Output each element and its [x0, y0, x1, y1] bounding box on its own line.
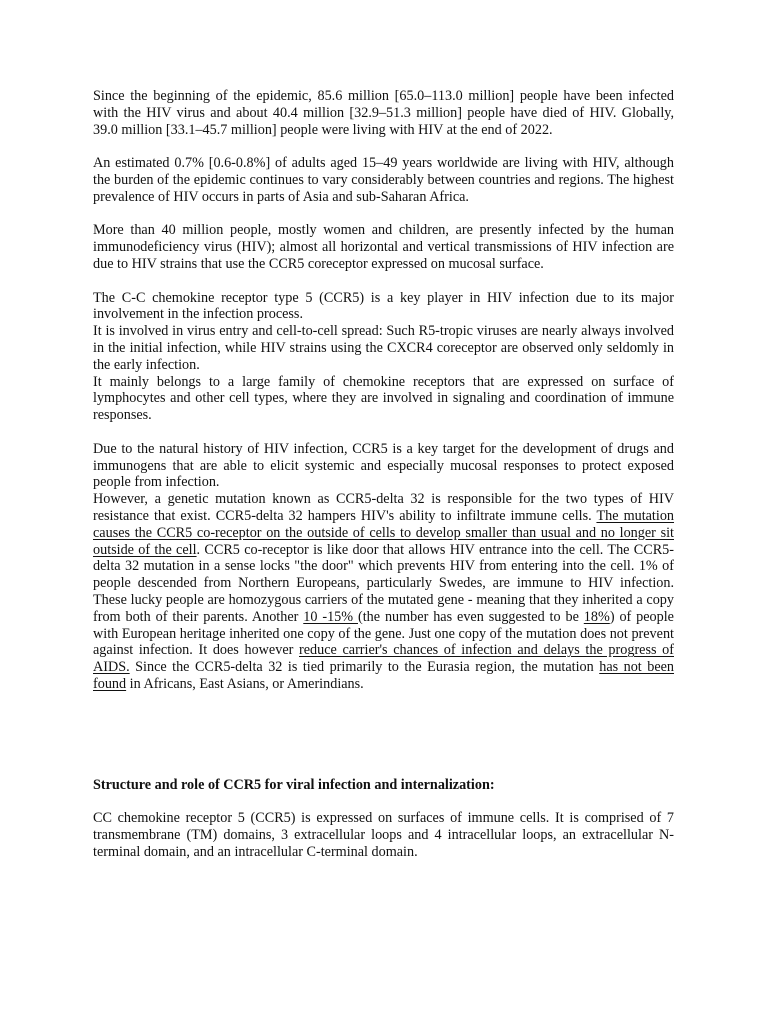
paragraph-delta32	[93, 491, 674, 693]
paragraph-ccr5-role: The C-C chemokine receptor type 5 (CCR5) is a key player in HIV infection due to its major involvement in the infection process.	[93, 289, 674, 323]
paragraph-ccr5-target: Due to the natural history of HIV infection, CCR5 is a key target for the development of drugs and immunogens that are able to elicit systemic and especially mucosal responses to protect exposed people from infection.	[93, 440, 674, 491]
delta32-underline-18: 18%	[583, 608, 610, 625]
paragraph-epidemic-stats: Since the beginning of the epidemic, 85.6 million [65.0–113.0 million] people have been infected with the HIV virus and about 40.4 million [32.9–51.3 million] people have died of HIV. Globally, 39.0 million [33.1–45.7 million] people were living with HIV at the end of 2022.	[93, 88, 674, 138]
delta32-underline-not-found: has not been found	[93, 659, 675, 692]
section-heading: Structure and role of CCR5 for viral infection and internalization:	[93, 776, 495, 793]
paragraph-ccr5-family: It mainly belongs to a large family of chemokine receptors that are expressed on surface of lymphocytes and other cell types, where they are involved in signaling and coordination of immune responses.	[93, 373, 674, 424]
paragraph-transmission: More than 40 million people, mostly women and children, are presently infected by the human immunodeficiency virus (HIV); almost all horizontal and vertical transmissions of HIV infection are due to HIV strains that use the CCR5 coreceptor expressed on mucosal surface.	[93, 222, 674, 272]
delta32-text-6: in Africans, East Asians, or Amerindians.	[126, 675, 364, 692]
delta32-text-1: However, a genetic mutation known as CCR5-delta 32 is responsible for the two types of HIV resistance that exist. CCR5-delta 32 hampers HIV's ability to infiltrate immune cells.	[93, 491, 674, 524]
delta32-underline-reduce: reduce carrier's chances of infection and delays the progress of AIDS.	[93, 642, 674, 676]
document-page	[93, 88, 674, 861]
delta32-text-4: ) of people with European heritage inherited one copy of the gene. Just one copy of the mutation does not prevent against infection. It does however	[93, 608, 674, 659]
delta32-underline-mutation: The mutation causes the CCR5 co-receptor on the outside of cells to develop smaller than usual and no longer sit outside of the cell	[93, 507, 675, 558]
paragraph-ccr5-entry: It is involved in virus entry and cell-to-cell spread: Such R5-tropic viruses are nearly always involved in the initial infection, while HIV strains using the CXCR4 coreceptor are observed only seldomly in the early infection.	[93, 323, 674, 373]
paragraph-ccr5-structure: CC chemokine receptor 5 (CCR5) is expressed on surfaces of immune cells. It is comprised of 7 transmembrane (TM) domains, 3 extracellular loops and 4 intracellular loops, an extracellular N-terminal domain, and an intracellular C-terminal domain.	[93, 810, 674, 860]
delta32-underline-percent: 10 -15%	[303, 608, 358, 625]
delta32-text-3: (the number has even suggested to be	[358, 608, 584, 625]
delta32-text-5: Since the CCR5-delta 32 is tied primarily to the Eurasia region, the mutation	[129, 659, 600, 676]
delta32-text-2: . CCR5 co-receptor is like door that allows HIV entrance into the cell. The CCR5-delta 32 mutation in a sense locks "the door" which prevents HIV from entering into the cell. 1% of people descended from Northern Europeans, particularly Swedes, are immune to HIV infection. These lucky people are homozygous carriers of the mutated gene - meaning that they inherited a copy from both of their parents. Another	[93, 541, 674, 625]
paragraph-prevalence: An estimated 0.7% [0.6-0.8%] of adults aged 15–49 years worldwide are living with HIV, although the burden of the epidemic continues to vary considerably between countries and regions. The highest prevalence of HIV occurs in parts of Asia and sub-Saharan Africa.	[93, 155, 674, 205]
